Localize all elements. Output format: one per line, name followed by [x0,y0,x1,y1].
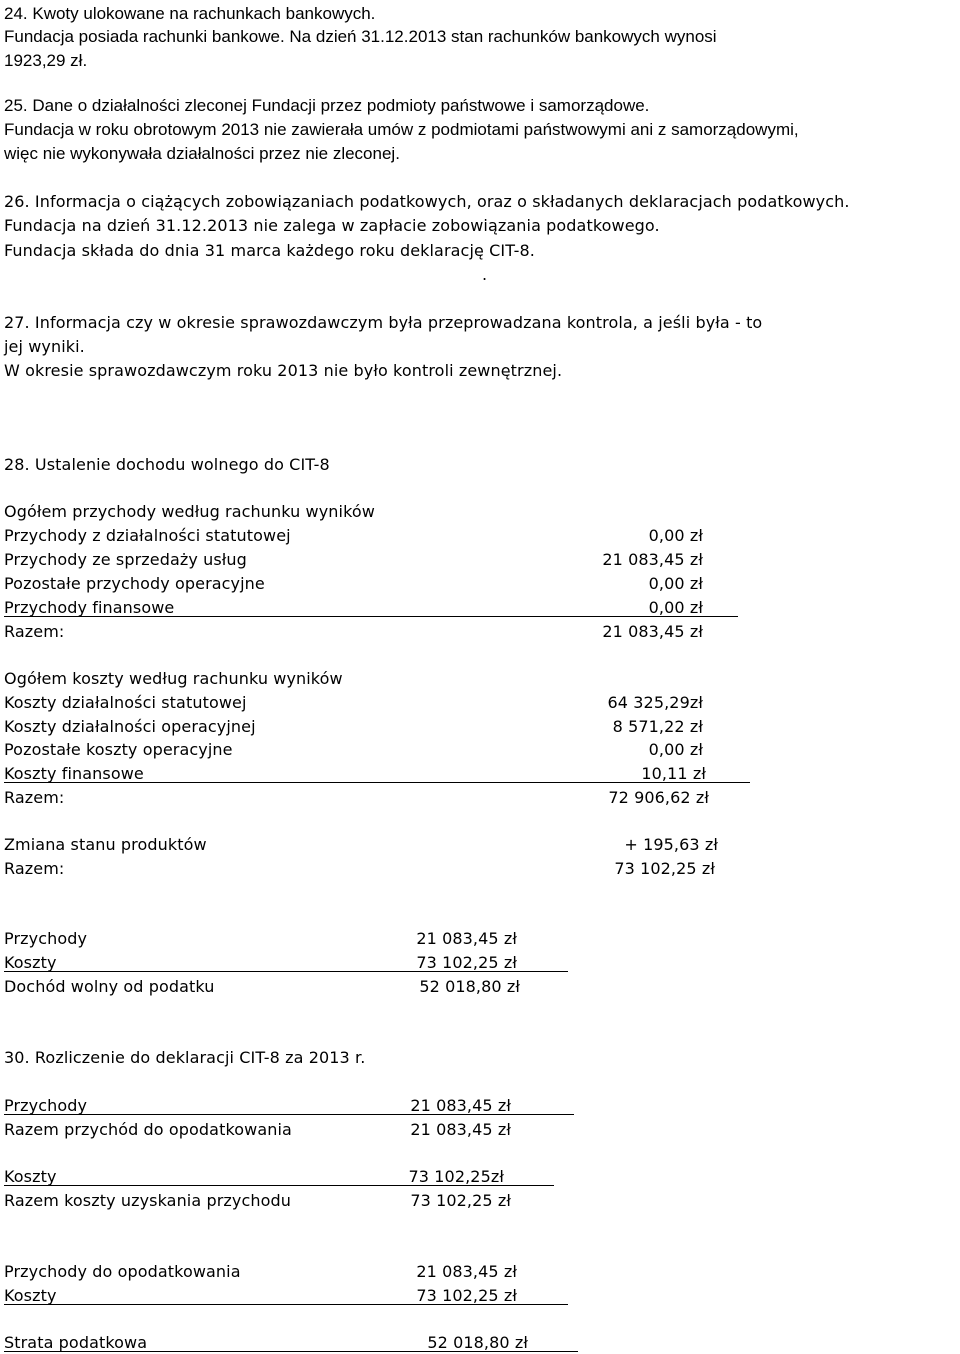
cit-label: Przychody [4,1096,88,1115]
loss-value: 52 018,80 zł [427,1333,528,1352]
stray-dot: . [482,265,488,284]
underline [4,782,750,783]
underline [4,1304,568,1305]
income-label: Przychody ze sprzedaży usług [4,550,247,569]
costs-total-label: Razem: [4,788,65,807]
cit-label: Razem przychód do opodatkowania [4,1120,292,1139]
cost-value: 8 571,22 zł [612,717,703,736]
cit-value: 21 083,45 zł [416,1262,517,1281]
section-26-text: Fundacja składa do dnia 31 marca każdego roku deklarację CIT-8. [4,241,535,260]
cit-label: Koszty [4,1167,57,1186]
cost-value: 0,00 zł [648,740,703,759]
change-total-value: 73 102,25 zł [614,859,715,878]
section-30-title: 30. Rozliczenie do deklaracji CIT-8 za 2013 r. [4,1048,366,1067]
underline [4,971,568,972]
cit-value: 73 102,25 zł [416,1286,517,1305]
summary-label: Dochód wolny od podatku [4,977,215,996]
income-label: Przychody z działalności statutowej [4,526,291,545]
section-28-title: 28. Ustalenie dochodu wolnego do CIT-8 [4,455,330,474]
underline [4,1351,578,1352]
loss-label: Strata podatkowa [4,1333,148,1352]
section-25-text: Fundacja w roku obrotowym 2013 nie zawierała umów z podmiotami państwowymi ani z samorządowymi, [4,120,799,139]
income-total-value: 21 083,45 zł [602,622,703,641]
section-24-text: 1923,29 zł. [4,51,88,70]
section-25-text: więc nie wykonywała działalności przez nie zleconej. [4,144,400,163]
summary-label: Koszty [4,953,57,972]
section-27-text: W okresie sprawozdawczym roku 2013 nie było kontroli zewnętrznej. [4,361,563,380]
cit-value: 21 083,45 zł [410,1120,511,1139]
section-27-heading: 27. Informacja czy w okresie sprawozdawczym była przeprowadzana kontrola, a jeśli była - to [4,313,763,332]
cit-label: Koszty [4,1286,57,1305]
income-label: Przychody finansowe [4,598,175,617]
cost-label: Pozostałe koszty operacyjne [4,740,233,759]
income-total-label: Razem: [4,622,65,641]
section-27-text: jej wyniki. [4,337,85,356]
section-24-text: Fundacja posiada rachunki bankowe. Na dzień 31.12.2013 stan rachunków bankowych wynosi [4,27,717,46]
change-value: + 195,63 zł [624,835,718,854]
cost-value: 64 325,29zł [607,693,703,712]
costs-total-value: 72 906,62 zł [608,788,709,807]
income-value: 0,00 zł [648,574,703,593]
income-label: Pozostałe przychody operacyjne [4,574,265,593]
cit-value: 73 102,25zł [408,1167,504,1186]
summary-value: 21 083,45 zł [416,929,517,948]
cost-label: Koszty finansowe [4,764,144,783]
cost-label: Koszty działalności statutowej [4,693,247,712]
cit-label: Przychody do opodatkowania [4,1262,241,1281]
section-25-heading: 25. Dane o działalności zleconej Fundacji przez podmioty państwowe i samorządowe. [4,96,650,115]
underline [4,616,738,617]
summary-value: 52 018,80 zł [419,977,520,996]
section-26-heading: 26. Informacja o ciążących zobowiązaniach podatkowych, oraz o składanych deklaracjach podatkowych. [4,192,850,211]
underline [4,1185,554,1186]
income-header: Ogółem przychody według rachunku wyników [4,502,375,521]
underline [4,1114,574,1115]
cit-value: 21 083,45 zł [410,1096,511,1115]
section-24-heading: 24. Kwoty ulokowane na rachunkach bankowych. [4,4,376,23]
income-value: 21 083,45 zł [602,550,703,569]
income-value: 0,00 zł [648,598,703,617]
section-26-text: Fundacja na dzień 31.12.2013 nie zalega w zapłacie zobowiązania podatkowego. [4,216,660,235]
cost-label: Koszty działalności operacyjnej [4,717,256,736]
change-total-label: Razem: [4,859,65,878]
income-value: 0,00 zł [648,526,703,545]
cit-label: Razem koszty uzyskania przychodu [4,1191,291,1210]
cit-value: 73 102,25 zł [410,1191,511,1210]
costs-header: Ogółem koszty według rachunku wyników [4,669,343,688]
summary-label: Przychody [4,929,88,948]
change-label: Zmiana stanu produktów [4,835,207,854]
cost-value: 10,11 zł [641,764,706,783]
summary-value: 73 102,25 zł [416,953,517,972]
